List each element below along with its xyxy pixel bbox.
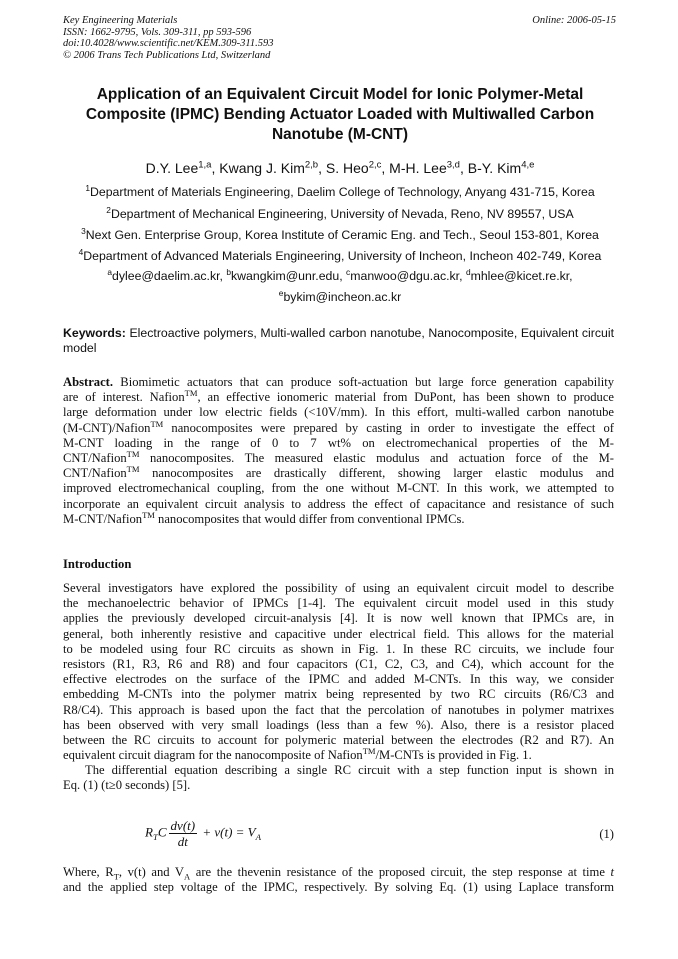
online-date: Online: 2006-05-15 — [532, 15, 616, 26]
text: M-CNT/Nafion — [63, 511, 143, 526]
intro-line: applies the previously developed circuit-analysis [4]. It is now well known that IPMCs are, in — [63, 611, 614, 626]
tm-sup: TM — [126, 463, 140, 474]
affiliation-sup: 4 — [78, 246, 84, 257]
author-sup: 2,b — [304, 159, 319, 171]
sub: T — [113, 871, 119, 882]
intro-line: to be modeled using four RC circuits as shown in Fig. 1. In these RC circuits, we include four — [63, 641, 614, 656]
text: , v(t) and V — [118, 865, 185, 879]
equation-1 — [145, 818, 261, 849]
email: kwangkim@unr.edu, — [231, 269, 347, 283]
author-name: , S. Heo — [318, 160, 369, 176]
eq-symbol: R — [145, 824, 153, 840]
intro-line: embedding M-CNTs into the polymer matrix being represented by two RC circuits (R6/C3 and — [63, 687, 614, 702]
keywords-text: Electroactive polymers, Multi-walled carbon nanotube, Nanocomposite, Equivalent circuit model — [63, 326, 614, 355]
affiliation-1 — [40, 184, 640, 200]
tm-sup: TM — [126, 448, 140, 459]
post-eq-line: and the applied step voltage of the IPMC, respectively. By solving Eq. (1) using Laplace transform — [63, 880, 614, 895]
affiliation-text: Department of Advanced Materials Engineering, University of Incheon, Incheon 402-749, Korea — [83, 249, 602, 263]
intro-line: R8/C4). This approach is based upon the fact that the percolation of nanotubes in polymer matrixes — [63, 702, 614, 717]
intro-line: general, both inherently resistive and capacitive under electrical field. This allows for the material — [63, 626, 614, 641]
abstract-line: improved electromechanical coupling, from the one without M-CNT. In this work, we attempted to — [63, 481, 614, 496]
journal-doi: doi:10.4028/www.scientific.net/KEM.309-311.593 — [63, 38, 274, 49]
abstract-line — [63, 418, 614, 436]
paper-title — [60, 85, 620, 145]
text: are of interest. Nafion — [63, 390, 185, 405]
text: nanocomposites that would differ from conventional IPMCs. — [154, 511, 465, 526]
post-equation-text — [63, 865, 614, 895]
title-line: Nanotube (M-CNT) — [271, 126, 409, 143]
text: Biomimetic actuators that can produce soft-actuation but large force generation capability — [113, 375, 614, 389]
affiliation-text: Department of Materials Engineering, Daelim College of Technology, Anyang 431-715, Korea — [89, 185, 595, 199]
text: , an effective ionomeric material from DuPont, has been shown to produce — [197, 390, 615, 405]
author-name: D.Y. Lee — [145, 160, 199, 176]
text: /M-CNTs is provided in Fig. 1. — [375, 748, 532, 763]
eq-fraction — [169, 818, 198, 849]
author-sup: 3,d — [446, 159, 460, 171]
affiliation-sup: 3 — [81, 225, 86, 236]
email: bykim@incheon.ac.kr — [283, 290, 402, 304]
tm-sup: TM — [150, 418, 164, 429]
title-line: Composite (IPMC) Bending Actuator Loaded with Multiwalled Carbon — [85, 106, 595, 123]
eq-denominator: dt — [177, 834, 188, 849]
author-sup: 4,e — [521, 159, 535, 171]
text: equivalent circuit diagram for the nanocomposite of Nafion — [63, 748, 363, 763]
equation-number: (1) — [599, 827, 614, 841]
eq-sub: T — [152, 832, 158, 843]
author-name: , B-Y. Kim — [459, 160, 522, 176]
email: mhlee@kicet.re.kr, — [470, 269, 573, 283]
email: manwoo@dgu.ac.kr, — [350, 269, 466, 283]
sub: A — [184, 871, 191, 882]
text: Where, R — [63, 865, 114, 879]
abstract-line — [63, 375, 614, 390]
email-line-1 — [40, 268, 640, 284]
email-line-2 — [40, 289, 640, 305]
text: nanocomposites were prepared by casting in order to investigate the effect of — [163, 420, 614, 435]
intro-line: The differential equation describing a single RC circuit with a step function input is shown in — [85, 763, 614, 778]
intro-line — [63, 745, 614, 763]
tm-sup: TM — [184, 388, 198, 398]
affiliation-sup: 1 — [85, 182, 90, 193]
abstract-line: M-CNT loading in the range of 0 to 7 wt% on electromechanical properties of the M- — [63, 435, 614, 450]
author-sup: 2,c — [368, 159, 382, 171]
abstract-line — [63, 390, 614, 405]
abstract-line — [63, 509, 614, 527]
author-list — [60, 160, 620, 176]
text: (M-CNT)/Nafion — [63, 420, 151, 435]
text: t — [610, 865, 615, 879]
email-sup: c — [346, 266, 351, 277]
affiliation-2 — [40, 206, 640, 222]
text: are the thevenin resistance of the proposed circuit, the step response at time — [190, 865, 611, 879]
eq-numerator: dv(t) — [170, 818, 196, 833]
intro-line: Several investigators have explored the possibility of using an equivalent circuit model to describe — [63, 581, 614, 595]
email: dylee@daelim.ac.kr, — [112, 269, 227, 283]
email-sup: d — [465, 266, 471, 277]
abstract-line: incorporate an equivalent circuit analysis to address the effect of capacitance and resistance of such — [63, 496, 614, 511]
journal-header — [63, 15, 616, 61]
eq-symbol: C — [157, 824, 167, 840]
email-sup: a — [107, 266, 113, 277]
keywords-label: Keywords: — [63, 326, 126, 340]
journal-copyright: © 2006 Trans Tech Publications Ltd, Switzerland — [63, 49, 271, 61]
text: nanocomposites. The measured elastic modulus and actuation force of the M- — [139, 450, 614, 465]
intro-line: Eq. (1) (t≥0 seconds) [5]. — [63, 778, 191, 793]
abstract-line: large deformation under low electric fields (<10V/mm). In this effort, multi-walled carbon nanotube — [63, 405, 614, 420]
text: nanocomposites are drastically different, showing larger elastic modulus and — [139, 466, 614, 481]
abstract-line — [63, 463, 614, 481]
abstract-label: Abstract. — [63, 375, 114, 389]
keywords — [63, 326, 614, 356]
affiliation-sup: 2 — [106, 204, 111, 215]
email-sup: b — [226, 266, 232, 277]
tm-sup: TM — [362, 745, 376, 756]
journal-name: Key Engineering Materials — [63, 15, 178, 26]
affiliation-text: Department of Mechanical Engineering, University of Nevada, Reno, NV 89557, USA — [110, 207, 574, 221]
text: CNT/Nafion — [63, 450, 127, 465]
post-eq-line — [63, 865, 614, 880]
author-name: , Kwang J. Kim — [211, 160, 305, 176]
section-heading: Introduction — [63, 557, 132, 571]
intro-line: the mechanoelectric behavior of IPMCs [1-4]. The equivalent circuit model used in this study — [63, 596, 614, 611]
affiliation-text: Next Gen. Enterprise Group, Korea Institute of Ceramic Eng. and Tech., Seoul 153-801, Korea — [85, 228, 599, 242]
intro-line: between the RC circuits to account for polymeric material between the electrodes (R2 and R7). An — [63, 732, 614, 747]
tm-sup: TM — [142, 509, 155, 520]
affiliation-3 — [40, 227, 640, 243]
intro-line: has been observed with very small loadings (less than a few %). Also, there is a resistor placed — [63, 717, 614, 732]
intro-line: resistors (R1, R3, R6 and R8) and four capacitors (C1, C2, C3, and C4), which account for the — [63, 656, 614, 671]
abstract — [63, 375, 614, 527]
email-sup: e — [278, 287, 284, 298]
affiliation-4 — [40, 248, 640, 264]
eq-sub: A — [255, 832, 262, 843]
eq-symbol: + v(t) = V — [199, 824, 256, 840]
author-sup: 1,a — [198, 159, 212, 171]
intro-line: effective electrodes on the surface of the IPMC and added M-CNTs. In this way, we consider — [63, 672, 614, 687]
title-line: Application of an Equivalent Circuit Model for Ionic Polymer-Metal — [96, 86, 584, 103]
journal-issn: ISSN: 1662-9795, Vols. 309-311, pp 593-596 — [63, 26, 252, 38]
text: CNT/Nafion — [63, 466, 127, 481]
abstract-line — [63, 448, 614, 466]
author-name: , M-H. Lee — [381, 160, 447, 176]
introduction-body — [63, 581, 614, 794]
